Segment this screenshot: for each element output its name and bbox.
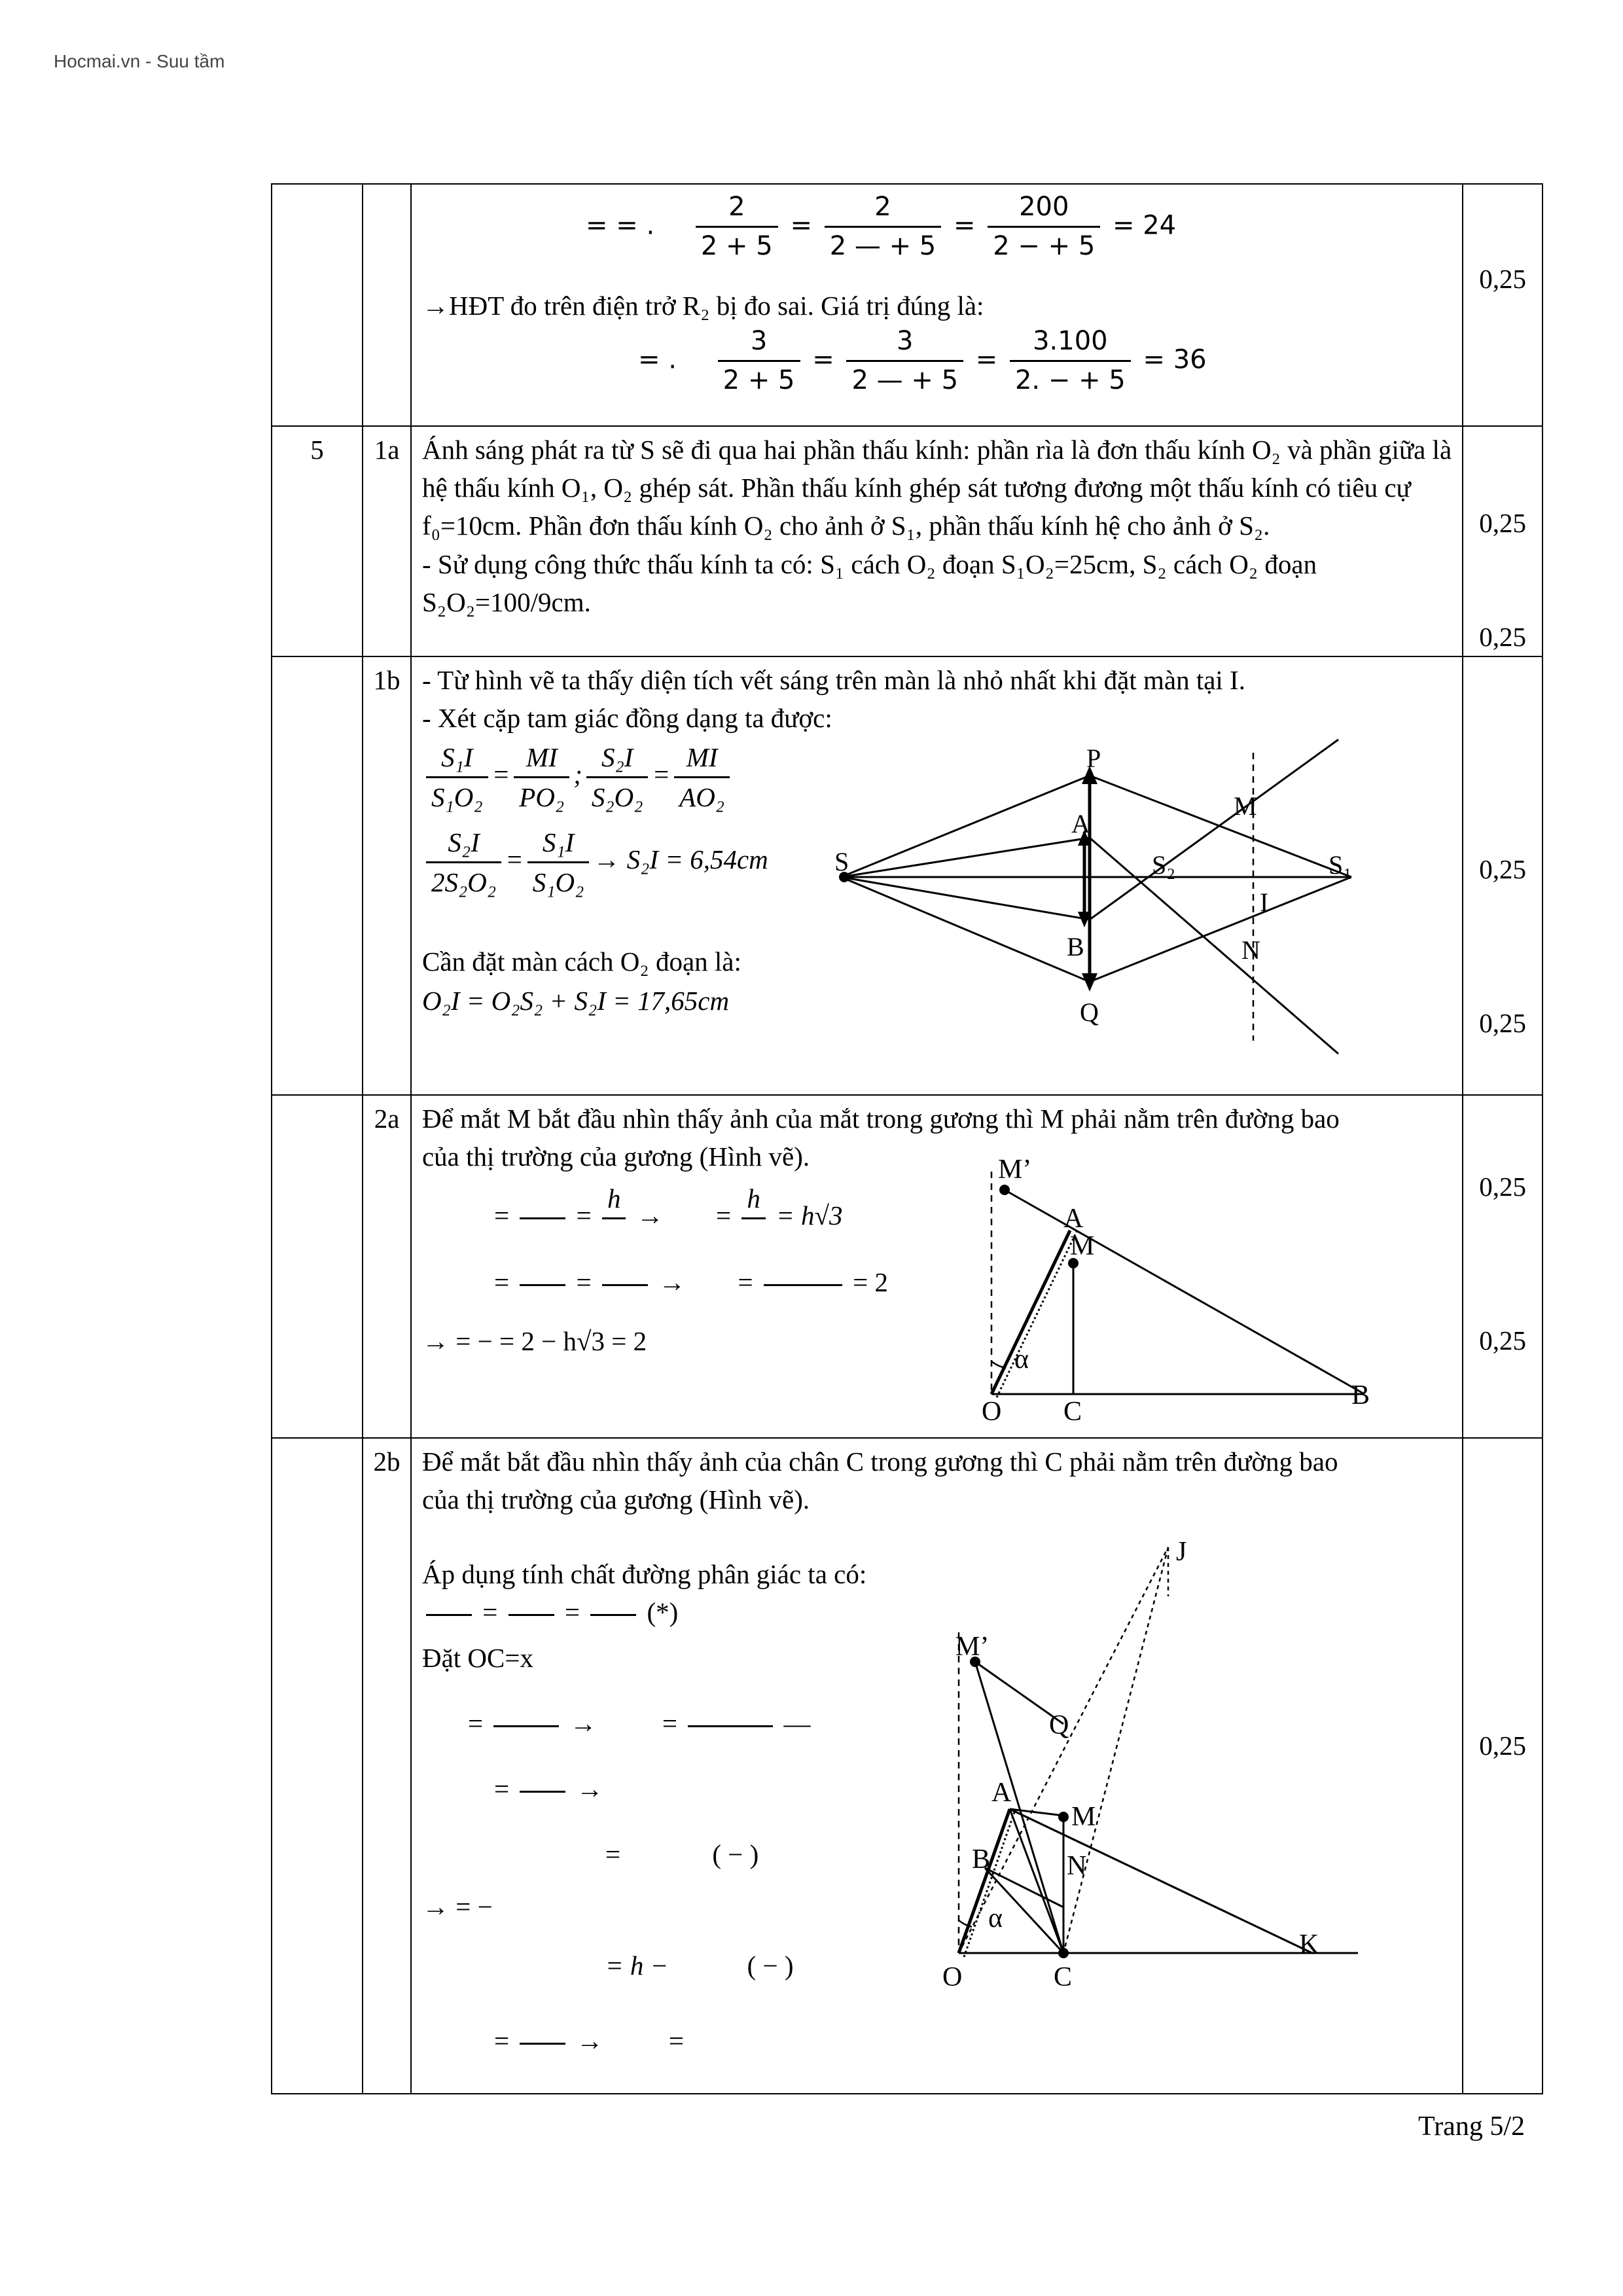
score-value: 0,25 — [1479, 1325, 1526, 1355]
paragraph: - Xét cặp tam giác đồng dạng ta được: — [421, 703, 832, 733]
score-value: 0,25 — [1479, 508, 1526, 538]
part-label: 2a — [363, 1095, 411, 1438]
point-label-a: A — [1071, 809, 1090, 838]
score-cell — [1463, 1438, 1543, 2094]
point-label-k: K — [1298, 1929, 1319, 1960]
point-label-j: J — [1175, 1537, 1187, 1567]
question-cell — [272, 184, 363, 426]
result-equation: O₂I = O₂S₂ + S₂I = 17,65cm — [421, 986, 730, 1016]
mirror-diagram-2a — [978, 1152, 1371, 1433]
point-label-m: M — [1069, 1231, 1095, 1261]
point-label-m: M — [1233, 791, 1257, 821]
point-label-s1: S₁ — [1328, 850, 1353, 880]
lens-ray-diagram — [834, 740, 1364, 1067]
point-label-p: P — [1086, 744, 1101, 773]
angle-label-alpha: α — [988, 1903, 1003, 1933]
part-label: 1b — [363, 656, 411, 1095]
paragraph: Áp dụng tính chất đường phân giác ta có: = = (*) — [421, 1559, 867, 1628]
point-label-s2: S₂ — [1151, 850, 1176, 880]
table-row — [272, 426, 1543, 656]
set-variable: Đặt OC=x — [421, 1643, 534, 1673]
paragraph: Để mắt M bắt đầu nhìn thấy ảnh của mắt trong gương thì M phải nằm trên đường bao của thị trường của gương (Hình vẽ). — [421, 1103, 1340, 1172]
content-cell — [411, 426, 1463, 656]
equation-2b-2: = → — [493, 1774, 603, 1804]
table-row — [272, 1095, 1543, 1438]
part-label: 2b — [363, 1438, 411, 2094]
part-cell — [363, 184, 411, 426]
point-label-q: Q — [1048, 1710, 1069, 1740]
score-value: 0,25 — [1479, 1008, 1526, 1038]
similar-triangles-eq2: $\frac{\text{S₂I}}{\text{2S₂O₂}}$ = $\frac{\text{S₁I}}{\text{S₁O₂}}$ → S₂I = 6,54cm — [422, 823, 768, 901]
point-label-i: I — [1259, 888, 1269, 917]
equation-2a-1: = = h → = h = h√3 — [494, 1179, 843, 1257]
paragraph: - Sử dụng công thức thấu kính ta có: S₁ cách O₂ đoạn S₁O₂=25cm, S₂ cách O₂ đoạn S₂O₂=100/9cm. — [421, 548, 1317, 617]
point-label-s: S — [834, 847, 849, 876]
table-row — [272, 184, 1543, 426]
equation-voltage-r1: = = . $\frac{2}{2 + 5}$ = $\frac{2}{2 — + 5}$ = $\frac{200}{2 - + 5}$ = 24 — [586, 188, 1176, 265]
point-label-m: M — [1071, 1802, 1096, 1832]
point-label-c: C — [1053, 1962, 1072, 1992]
source-note: Hocmai.vn - Suu tầm — [54, 51, 225, 71]
page-number: Trang 5/2 — [1418, 2111, 1525, 2142]
paragraph: Để mắt bắt đầu nhìn thấy ảnh của chân C trong gương thì C phải nằm trên đường bao của thị trường của gương (Hình vẽ). — [421, 1446, 1338, 1515]
point-label-c: C — [1063, 1397, 1082, 1427]
equation-2b-3: = ( − ) — [605, 1839, 759, 1869]
table-row — [272, 656, 1543, 1095]
score-cell — [1463, 184, 1543, 426]
table-row — [272, 1438, 1543, 2094]
score-value: 0,25 — [1479, 622, 1526, 652]
score-value: 0,25 — [1479, 1731, 1526, 1761]
point-label-b: B — [1066, 932, 1084, 961]
angle-label-alpha: α — [1014, 1344, 1029, 1374]
point-label-o: O — [981, 1397, 1002, 1427]
equation-voltage-r2: = . $\frac{3}{2 + 5}$ = $\frac{3}{2 — + 5}$ = $\frac{3.100}{2. - + 5}$ = 36 — [638, 323, 1207, 399]
point-label-q: Q — [1079, 997, 1099, 1027]
point-label-n: N — [1066, 1851, 1087, 1881]
score-value: 0,25 — [1479, 264, 1526, 294]
equation-2b-6: = → = — [493, 2026, 684, 2056]
question-cell — [272, 1438, 363, 2094]
content-cell — [411, 1438, 1463, 2094]
paragraph: Cần đặt màn cách O₂ đoạn là: — [421, 946, 741, 977]
content-cell — [411, 184, 1463, 426]
equation-2a-2: = = → = = 2 — [493, 1267, 888, 1297]
paragraph: Ánh sáng phát ra từ S sẽ đi qua hai phần thấu kính: phần rìa là đơn thấu kính O₂ và phần giữa là hệ thấu kính O₁, O₂ ghép sát. Phần thấu kính ghép sát tương đương một thấu kính có tiêu cự f₀=10cm. Phần đơn thấu kính O₂ cho ảnh ở S₁, phần thấu kính hệ cho ảnh ở S₂. — [421, 435, 1452, 541]
paragraph: - Từ hình vẽ ta thấy diện tích vết sáng trên màn là nhỏ nhất khi đặt màn tại I. — [421, 665, 1245, 695]
part-label: 1a — [363, 426, 411, 656]
equation-2b-1: = → = — — [467, 1708, 811, 1738]
question-cell — [272, 1095, 363, 1438]
question-number: 5 — [272, 426, 363, 656]
point-label-b: B — [971, 1844, 990, 1874]
point-label-o: O — [942, 1962, 963, 1992]
score-cell — [1463, 656, 1543, 1095]
point-label-m-prime: M’ — [997, 1155, 1032, 1185]
equation-2b-4: → = − — [421, 1892, 493, 1922]
content-cell — [411, 656, 1463, 1095]
point-label-a: A — [991, 1778, 1012, 1808]
score-cell — [1463, 426, 1543, 656]
solution-table — [271, 183, 1543, 2094]
equation-2a-3: → = − = 2 − h√3 = 2 — [421, 1326, 647, 1356]
point-label-b: B — [1351, 1380, 1370, 1410]
point-label-n: N — [1241, 935, 1260, 965]
question-cell — [272, 656, 363, 1095]
score-value: 0,25 — [1479, 854, 1526, 884]
point-label-m-prime: M’ — [955, 1632, 990, 1662]
score-cell — [1463, 1095, 1543, 1438]
equation-2b-5: = h − ( − ) — [605, 1950, 794, 1981]
mirror-diagram-2b — [933, 1508, 1364, 2005]
content-cell — [411, 1095, 1463, 1438]
voltage-note: →HĐT đo trên điện trở R₂ bị đo sai. Giá trị đúng là: — [421, 291, 984, 321]
point-label-a: A — [1063, 1204, 1084, 1234]
similar-triangles-eq1: $\frac{\text{S₁I}}{\text{S₁O₂}}$ = $\frac{MI}{\text{PO₂}}$ ; $\frac{\text{S₂I}}{\text{S₂O₂}}$ = $\frac{MI}{\text{AO₂}}$ — [422, 738, 734, 816]
score-value: 0,25 — [1479, 1172, 1526, 1202]
